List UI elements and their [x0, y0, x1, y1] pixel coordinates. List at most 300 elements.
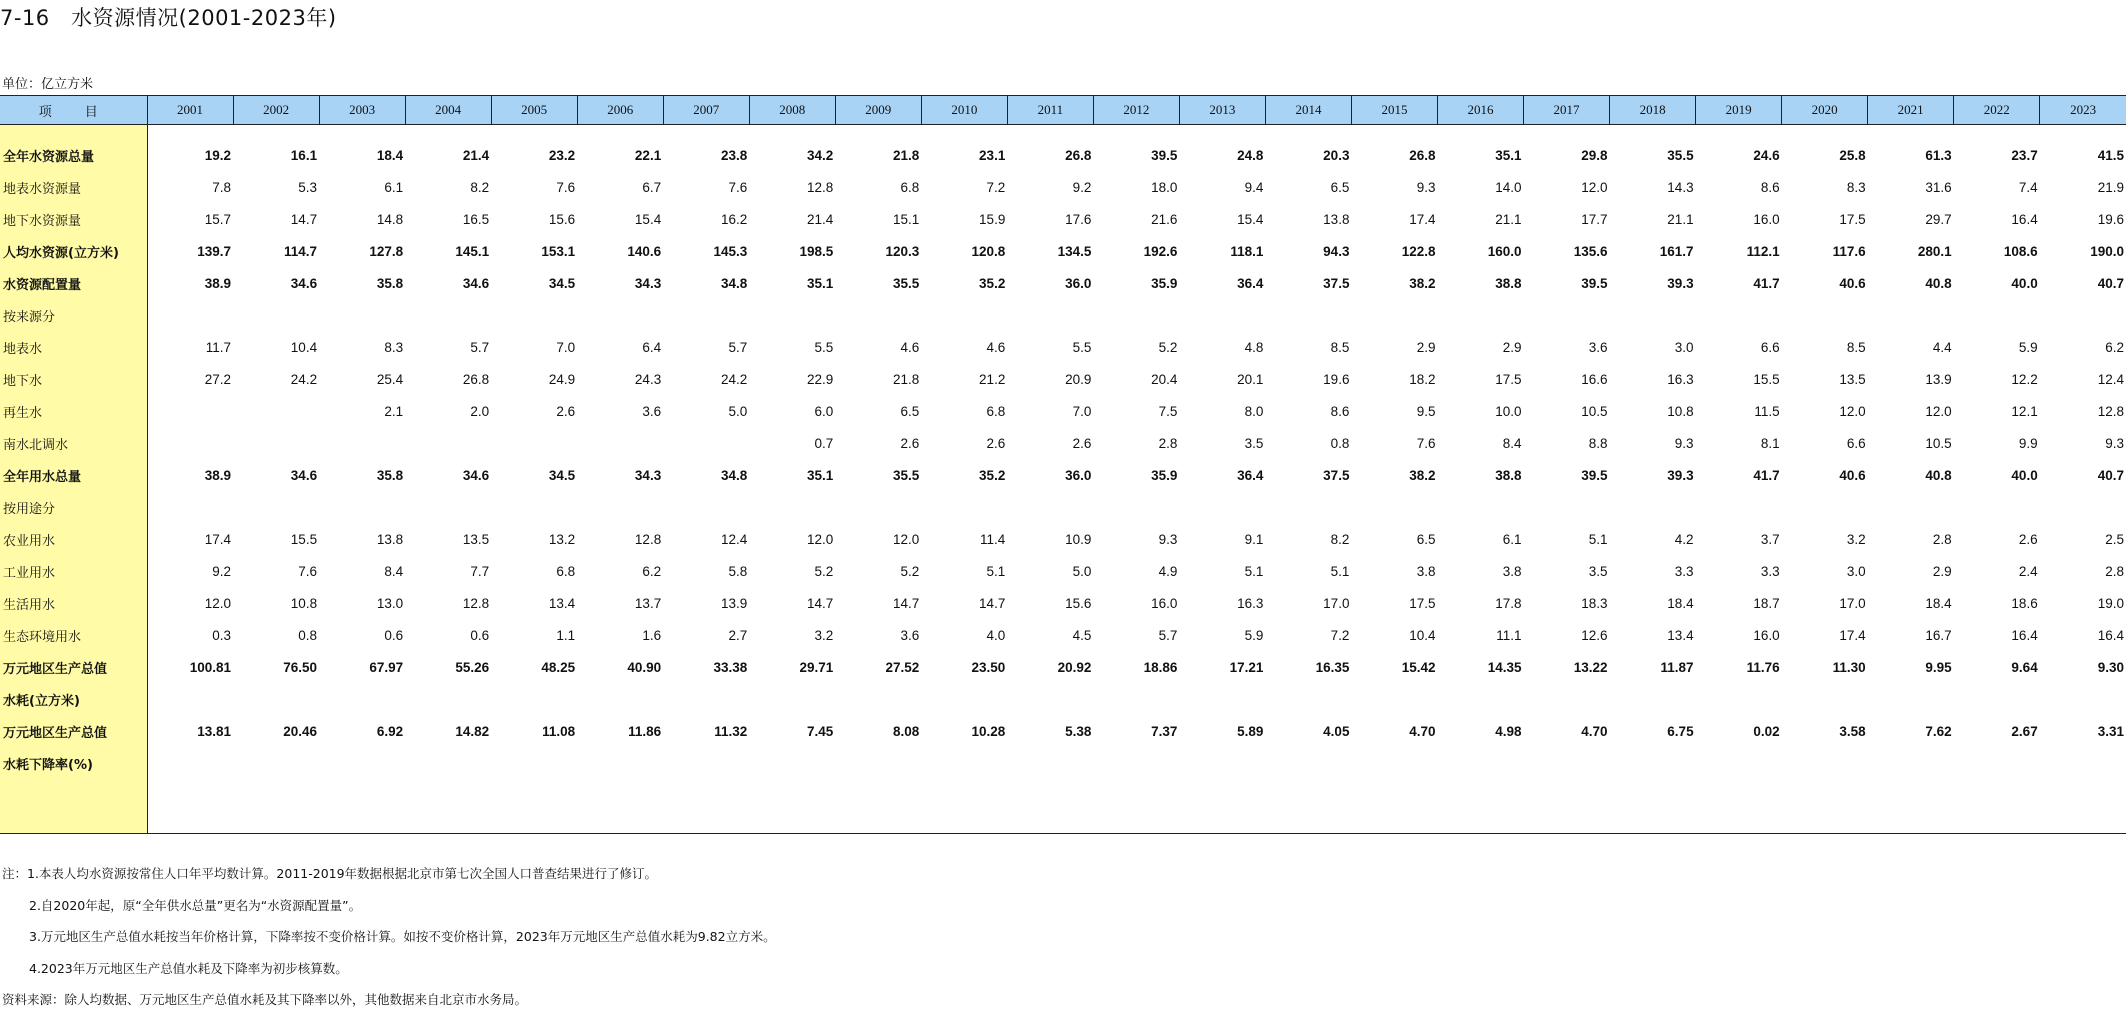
table-cell: 13.5	[462, 531, 490, 547]
table-cell: 6.1	[384, 179, 404, 195]
empty-cell	[1179, 125, 1265, 140]
table-cell: 5.1	[1244, 563, 1264, 579]
table-cell: 36.0	[1065, 275, 1092, 291]
header-year: 2003	[319, 96, 405, 125]
header-year: 2016	[1437, 96, 1523, 125]
table-cell: 8.08	[893, 723, 920, 739]
header-year: 2005	[491, 96, 577, 125]
table-cell	[1954, 299, 2040, 331]
table-cell: 36.0	[1065, 467, 1092, 483]
table-cell: 5.0	[728, 403, 748, 419]
table-cell: 35.5	[1667, 147, 1694, 163]
table-cell	[663, 299, 749, 331]
empty-cell	[1782, 779, 1868, 834]
table-cell: 2.6	[2018, 531, 2038, 547]
empty-cell	[319, 779, 405, 834]
table-cell: 5.1	[1330, 563, 1350, 579]
table-cell: 35.1	[806, 275, 834, 291]
table-cell: 0.8	[1330, 435, 1350, 451]
table-cell: 12.0	[1925, 403, 1952, 419]
table-row	[0, 523, 2126, 555]
table-cell: 15.4	[634, 211, 662, 227]
table-cell: 24.3	[634, 371, 662, 387]
table-cell: 108.6	[2003, 243, 2038, 259]
table-cell: 5.1	[1588, 531, 1608, 547]
table-cell: 17.5	[1839, 211, 1866, 227]
table-cell: 18.4	[1925, 595, 1952, 611]
table-cell: 6.8	[900, 179, 920, 195]
label-cell	[0, 779, 147, 834]
table-cell: 41.7	[1753, 467, 1780, 483]
header-year: 2017	[1524, 96, 1610, 125]
table-cell: 9.64	[2011, 659, 2038, 675]
table-cell	[663, 747, 749, 779]
table-cell: 18.4	[376, 147, 404, 163]
table-cell: 12.0	[1581, 179, 1608, 195]
table-cell: 1.6	[642, 627, 662, 643]
table-cell: 120.3	[885, 243, 920, 259]
table-cell: 18.6	[2011, 595, 2038, 611]
table-cell: 12.4	[2097, 371, 2124, 387]
table-cell: 13.5	[1839, 371, 1866, 387]
table-cell: 7.8	[212, 179, 232, 195]
table-cell: 3.3	[1760, 563, 1780, 579]
table-cell: 16.0	[1151, 595, 1178, 611]
header-year: 2009	[835, 96, 921, 125]
table-cell: 37.5	[1323, 275, 1350, 291]
table-cell: 8.3	[384, 339, 404, 355]
table-cell: 192.6	[1143, 243, 1178, 259]
table-row	[0, 171, 2126, 203]
table-cell: 41.7	[1753, 275, 1780, 291]
empty-cell	[1265, 125, 1351, 140]
table-cell: 17.6	[1065, 211, 1092, 227]
table-cell: 40.8	[1925, 275, 1952, 291]
table-cell: 16.1	[290, 147, 318, 163]
table-cell	[1179, 747, 1265, 779]
table-cell: 40.8	[1925, 467, 1952, 483]
table-cell	[1179, 491, 1265, 523]
table-cell: 17.5	[1409, 595, 1436, 611]
table-cell	[1524, 299, 1610, 331]
page-title: 7-16 水资源情况(2001-2023年)	[0, 6, 337, 30]
table-cell: 10.4	[1409, 627, 1436, 643]
table-cell: 35.1	[806, 467, 834, 483]
table-cell: 5.5	[814, 339, 834, 355]
table-cell: 122.8	[1401, 243, 1436, 259]
table-cell	[491, 299, 577, 331]
header-year: 2022	[1954, 96, 2040, 125]
table-cell: 9.95	[1925, 659, 1952, 675]
table-cell: 198.5	[799, 243, 834, 259]
table-cell: 5.2	[1158, 339, 1178, 355]
table-cell: 0.7	[814, 435, 834, 451]
table-cell: 11.7	[205, 339, 232, 355]
table-cell: 7.62	[1925, 723, 1952, 739]
table-cell: 17.0	[1839, 595, 1866, 611]
table-cell: 25.8	[1839, 147, 1866, 163]
table-cell: 9.3	[1158, 531, 1178, 547]
table-cell: 3.8	[1416, 563, 1436, 579]
table-cell	[491, 683, 577, 715]
table-row	[0, 619, 2126, 651]
table-cell: 23.2	[548, 147, 576, 163]
table-cell	[921, 747, 1007, 779]
table-cell: 29.71	[799, 659, 834, 675]
table-cell: 13.9	[1925, 371, 1952, 387]
table-cell: 2.6	[556, 403, 576, 419]
table-cell	[663, 427, 749, 459]
table-cell: 2.6	[900, 435, 920, 451]
table-cell: 13.81	[197, 723, 232, 739]
table-cell: 16.2	[720, 211, 748, 227]
table-cell	[319, 427, 405, 459]
empty-cell	[663, 125, 749, 140]
table-cell: 6.7	[642, 179, 662, 195]
row-label: 地表水	[0, 331, 147, 363]
table-cell: 34.8	[720, 275, 748, 291]
table-cell: 21.9	[2097, 179, 2124, 195]
table-cell: 11.08	[542, 723, 576, 739]
table-cell: 35.5	[893, 467, 920, 483]
table-cell: 34.8	[720, 467, 748, 483]
table-cell: 13.8	[1323, 211, 1350, 227]
table-cell: 10.5	[1925, 435, 1952, 451]
table-cell	[1265, 491, 1351, 523]
table-cell: 16.3	[1237, 595, 1264, 611]
table-cell	[1610, 747, 1696, 779]
empty-cell	[1093, 779, 1179, 834]
empty-cell	[1954, 125, 2040, 140]
empty-cell	[1179, 779, 1265, 834]
table-cell: 12.8	[806, 179, 834, 195]
table-cell	[233, 427, 319, 459]
table-cell: 20.9	[1065, 371, 1092, 387]
table-cell: 11.1	[1496, 627, 1522, 643]
table-cell	[405, 299, 491, 331]
table-cell: 14.7	[979, 595, 1006, 611]
table-cell: 12.0	[806, 531, 834, 547]
table-cell: 16.35	[1315, 659, 1350, 675]
table-cell: 7.6	[1416, 435, 1436, 451]
table-cell: 3.8	[1502, 563, 1522, 579]
table-cell: 19.2	[204, 147, 232, 163]
table-cell: 14.7	[290, 211, 318, 227]
table-cell: 33.38	[713, 659, 748, 675]
table-cell	[1954, 747, 2040, 779]
table-cell: 4.0	[986, 627, 1006, 643]
table-cell: 3.58	[1839, 723, 1866, 739]
table-cell: 6.0	[814, 403, 834, 419]
table-cell	[1093, 491, 1179, 523]
table-row	[0, 651, 2126, 683]
table-cell	[147, 395, 233, 427]
table-cell: 0.6	[384, 627, 404, 643]
empty-cell	[1610, 125, 1696, 140]
table-cell: 2.9	[1502, 339, 1522, 355]
table-cell: 15.9	[979, 211, 1006, 227]
table-cell: 11.86	[628, 723, 662, 739]
table-cell: 40.6	[1839, 467, 1866, 483]
empty-cell	[233, 125, 319, 140]
table-cell: 3.2	[1846, 531, 1866, 547]
table-cell: 3.5	[1588, 563, 1608, 579]
table-cell: 5.9	[2018, 339, 2038, 355]
table-cell: 1.1	[556, 627, 576, 643]
table-cell: 135.6	[1573, 243, 1608, 259]
table-cell	[1524, 747, 1610, 779]
row-label: 水耗下降率(%)	[0, 747, 147, 779]
table-cell: 39.5	[1581, 275, 1608, 291]
table-cell: 9.30	[2097, 659, 2124, 675]
row-label: 万元地区生产总值	[0, 715, 147, 747]
table-cell: 8.4	[1502, 435, 1522, 451]
table-cell: 117.6	[1832, 243, 1866, 259]
table-cell: 9.2	[1072, 179, 1092, 195]
row-label: 地下水	[0, 363, 147, 395]
table-cell	[1007, 683, 1093, 715]
table-cell: 35.5	[893, 275, 920, 291]
table-cell: 18.86	[1143, 659, 1178, 675]
spacer-row	[0, 125, 2126, 140]
table-cell	[2040, 299, 2126, 331]
table-cell	[1696, 491, 1782, 523]
table-cell	[1179, 299, 1265, 331]
table-cell: 14.8	[376, 211, 404, 227]
empty-cell	[1351, 125, 1437, 140]
empty-cell	[405, 779, 491, 834]
table-cell: 40.6	[1839, 275, 1866, 291]
header-year: 2023	[2040, 96, 2126, 125]
table-cell: 4.9	[1158, 563, 1178, 579]
table-cell	[1093, 747, 1179, 779]
notes-section	[2, 864, 776, 1022]
note-1: 注：1.本表人均水资源按常住人口年平均数计算。2011-2019年数据根据北京市第七次全国人口普查结果进行了修订。	[2, 866, 658, 881]
table-cell: 21.4	[462, 147, 490, 163]
table-cell: 7.7	[470, 563, 490, 579]
row-label: 生活用水	[0, 587, 147, 619]
table-cell	[491, 747, 577, 779]
label-cell	[0, 125, 147, 140]
empty-cell	[577, 779, 663, 834]
table-cell: 24.2	[720, 371, 748, 387]
table-cell: 139.7	[197, 243, 232, 259]
table-cell: 2.5	[2105, 531, 2124, 547]
table-cell: 12.0	[1839, 403, 1866, 419]
table-cell: 16.4	[2097, 627, 2124, 643]
header-year: 2006	[577, 96, 663, 125]
empty-cell	[1696, 125, 1782, 140]
header-year: 2013	[1179, 96, 1265, 125]
table-cell: 15.5	[290, 531, 318, 547]
header-year: 2015	[1351, 96, 1437, 125]
empty-cell	[1868, 779, 1954, 834]
table-cell: 4.8	[1244, 339, 1264, 355]
table-cell	[233, 683, 319, 715]
table-cell: 9.3	[2105, 435, 2124, 451]
header-year: 2010	[921, 96, 1007, 125]
table-cell	[2040, 747, 2126, 779]
empty-cell	[2040, 779, 2126, 834]
table-cell: 34.3	[634, 467, 662, 483]
table-cell	[1782, 491, 1868, 523]
table-cell: 4.5	[1072, 627, 1092, 643]
header-year: 2019	[1696, 96, 1782, 125]
row-label: 按来源分	[0, 299, 147, 331]
empty-cell	[577, 125, 663, 140]
table-cell: 10.9	[1065, 531, 1092, 547]
table-cell	[1093, 683, 1179, 715]
table-cell: 38.8	[1495, 275, 1522, 291]
table-cell: 15.6	[548, 211, 576, 227]
table-cell: 11.32	[714, 723, 748, 739]
empty-cell	[147, 779, 233, 834]
table-cell	[577, 683, 663, 715]
table-cell	[2040, 491, 2126, 523]
table-cell	[577, 747, 663, 779]
table-cell: 0.3	[212, 627, 232, 643]
tail-row	[0, 779, 2126, 834]
table-row	[0, 331, 2126, 363]
table-cell: 24.8	[1237, 147, 1264, 163]
header-item-label: 项 目	[0, 96, 147, 125]
header-year: 2020	[1782, 96, 1868, 125]
table-cell	[1265, 747, 1351, 779]
header-year: 2011	[1007, 96, 1093, 125]
empty-cell	[1437, 779, 1523, 834]
table-cell: 13.8	[376, 531, 404, 547]
table-cell	[1351, 491, 1437, 523]
table-cell	[233, 491, 319, 523]
table-cell	[1954, 683, 2040, 715]
table-cell	[1610, 491, 1696, 523]
table-cell: 2.9	[1416, 339, 1436, 355]
table-cell: 8.2	[470, 179, 490, 195]
unit-label: 单位：亿立方米	[2, 77, 94, 92]
table-cell: 9.3	[1674, 435, 1694, 451]
table-cell	[1179, 683, 1265, 715]
table-cell: 48.25	[541, 659, 576, 675]
table-cell: 11.4	[980, 531, 1006, 547]
table-cell: 100.81	[189, 659, 232, 675]
table-cell: 12.8	[462, 595, 490, 611]
table-cell: 280.1	[1917, 243, 1952, 259]
table-cell: 2.67	[2011, 723, 2038, 739]
table-cell: 37.5	[1323, 467, 1350, 483]
table-cell: 145.3	[713, 243, 748, 259]
table-cell	[1437, 747, 1523, 779]
row-label: 按用途分	[0, 491, 147, 523]
table-cell: 2.1	[384, 403, 404, 419]
table-cell: 3.0	[1674, 339, 1694, 355]
table-cell	[1265, 299, 1351, 331]
table-cell: 12.0	[893, 531, 920, 547]
table-cell: 140.6	[627, 243, 662, 259]
table-cell: 14.3	[1667, 179, 1694, 195]
table-cell: 13.4	[1667, 627, 1694, 643]
table-cell: 38.2	[1409, 275, 1436, 291]
empty-cell	[1782, 125, 1868, 140]
table-cell: 6.5	[1416, 531, 1436, 547]
empty-cell	[405, 125, 491, 140]
table-cell	[233, 395, 319, 427]
table-cell	[749, 299, 835, 331]
table-cell: 8.6	[1760, 179, 1780, 195]
table-cell: 6.92	[376, 723, 404, 739]
table-cell	[1782, 299, 1868, 331]
table-cell: 6.8	[986, 403, 1006, 419]
table-cell: 35.1	[1495, 147, 1522, 163]
table-cell: 13.7	[634, 595, 662, 611]
table-cell	[921, 491, 1007, 523]
table-cell: 8.2	[1330, 531, 1350, 547]
table-cell: 17.5	[1495, 371, 1522, 387]
table-row	[0, 299, 2126, 331]
empty-cell	[1524, 779, 1610, 834]
empty-cell	[921, 779, 1007, 834]
table-row	[0, 683, 2126, 715]
table-cell: 11.5	[1754, 403, 1780, 419]
table-cell: 6.6	[1760, 339, 1780, 355]
table-cell: 21.8	[893, 371, 920, 387]
table-cell: 18.3	[1581, 595, 1608, 611]
table-cell	[319, 299, 405, 331]
table-cell	[1007, 299, 1093, 331]
empty-cell	[491, 125, 577, 140]
table-cell: 10.28	[971, 723, 1006, 739]
table-cell: 19.6	[1323, 371, 1350, 387]
table-cell: 4.70	[1409, 723, 1436, 739]
table-cell: 5.8	[728, 563, 748, 579]
table-cell: 34.3	[634, 275, 662, 291]
table-cell	[1610, 683, 1696, 715]
table-cell: 17.7	[1581, 211, 1608, 227]
table-cell: 15.5	[1753, 371, 1780, 387]
table-cell: 10.8	[1667, 403, 1694, 419]
table-cell	[1351, 299, 1437, 331]
table-cell: 16.0	[1753, 211, 1780, 227]
table-cell: 24.9	[548, 371, 576, 387]
table-cell: 16.6	[1581, 371, 1608, 387]
table-cell: 12.2	[2011, 371, 2038, 387]
table-cell	[663, 491, 749, 523]
table-cell: 4.4	[1932, 339, 1952, 355]
table-cell	[921, 683, 1007, 715]
table-cell: 3.5	[1244, 435, 1264, 451]
table-cell: 5.3	[298, 179, 318, 195]
table-cell: 35.8	[376, 275, 404, 291]
table-cell	[1093, 299, 1179, 331]
table-cell: 20.46	[283, 723, 318, 739]
table-row	[0, 747, 2126, 779]
table-cell: 40.7	[2097, 467, 2124, 483]
note-2: 2.自2020年起，原“全年供水总量”更名为“水资源配置量”。	[29, 897, 362, 913]
table-cell: 2.7	[728, 627, 748, 643]
table-cell: 7.4	[2018, 179, 2038, 195]
table-cell	[405, 683, 491, 715]
table-cell	[1437, 683, 1523, 715]
table-cell	[835, 491, 921, 523]
table-cell	[319, 747, 405, 779]
empty-cell	[1610, 779, 1696, 834]
water-resources-table	[0, 95, 2126, 834]
table-cell: 5.2	[900, 563, 920, 579]
empty-cell	[749, 779, 835, 834]
table-cell	[405, 491, 491, 523]
table-cell: 2.4	[2018, 563, 2038, 579]
table-cell	[319, 683, 405, 715]
table-cell: 22.1	[634, 147, 662, 163]
